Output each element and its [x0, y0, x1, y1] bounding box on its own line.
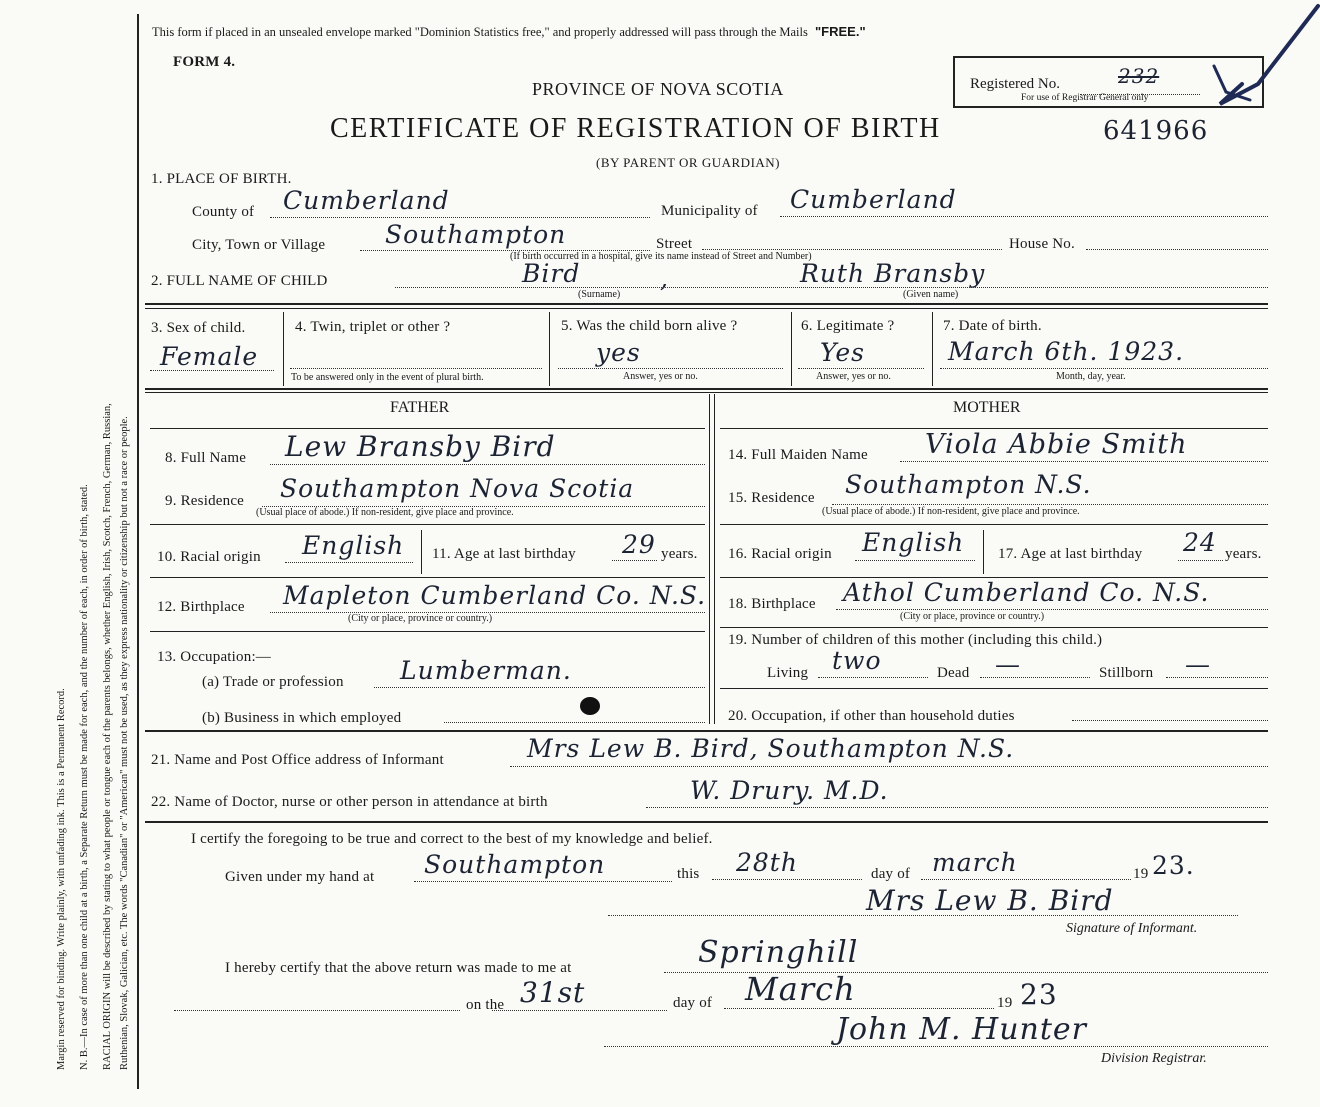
mother-racial-label: 16. Racial origin: [728, 546, 832, 562]
occupation-label: 13. Occupation:—: [157, 649, 272, 665]
house-label: House No.: [1009, 236, 1075, 252]
mother-abode-note: (Usual place of abode.) If non-resident, give place and province.: [822, 506, 1080, 517]
legitimate-value: Yes: [820, 338, 865, 367]
divider: [145, 303, 1268, 305]
street-label: Street: [656, 236, 693, 252]
mother-birthplace-label: 18. Birthplace: [728, 596, 816, 612]
father-name-label: 8. Full Name: [165, 450, 247, 466]
postal-notice-text: This form if placed in an unsealed envelope marked "Dominion Statistics free," and properly addressed will pass through the Mails: [152, 25, 808, 39]
on-the-label: on the: [466, 997, 505, 1013]
trade-label: (a) Trade or profession: [202, 674, 344, 690]
informant-signature-caption: Signature of Informant.: [1066, 921, 1198, 936]
county-value: Cumberland: [283, 186, 450, 215]
place-of-birth-heading: 1. PLACE OF BIRTH.: [151, 171, 292, 187]
registered-label: Registered No.: [970, 76, 1060, 92]
mother-residence-label: 15. Residence: [728, 490, 815, 506]
check-mark-icon: [1180, 0, 1320, 140]
father-abode-note: (Usual place of abode.) If non-resident, give place and province.: [256, 507, 514, 518]
twin-label: 4. Twin, triplet or other ?: [295, 319, 451, 335]
stillborn-label: Stillborn: [1099, 665, 1154, 681]
child-name-comma: ,: [660, 264, 669, 293]
doctor-label: 22. Name of Doctor, nurse or other person in attendance at birth: [151, 794, 548, 810]
trade-value: Lumberman.: [400, 656, 572, 685]
given-month: march: [932, 848, 1018, 877]
father-birthplace-label: 12. Birthplace: [157, 599, 245, 615]
father-birthplace-value: Mapleton Cumberland Co. N.S.: [283, 581, 707, 610]
father-name-value: Lew Bransby Bird: [285, 430, 556, 463]
twin-note: To be answered only in the event of plural birth.: [291, 372, 484, 383]
registered-value: 232: [1118, 64, 1160, 88]
ink-blot: [580, 697, 600, 715]
registrar-caption: Division Registrar.: [1101, 1051, 1207, 1066]
mother-racial-value: English: [862, 528, 965, 557]
certificate-title: CERTIFICATE OF REGISTRATION OF BIRTH: [330, 113, 941, 144]
alive-value: yes: [596, 338, 641, 367]
mother-age-label: 17. Age at last birthday: [998, 546, 1143, 562]
province-title: PROVINCE OF NOVA SCOTIA: [532, 79, 784, 99]
father-age-label: 11. Age at last birthday: [432, 546, 576, 562]
living-label: Living: [767, 665, 809, 681]
mother-birthplace-note: (City or place, province or country.): [900, 611, 1045, 622]
registrar-month: March: [745, 970, 856, 1008]
registrar-year: 23: [1020, 978, 1058, 1011]
mother-occupation-label: 20. Occupation, if other than household duties: [728, 708, 1015, 724]
father-birthplace-note: (City or place, province or country.): [348, 613, 493, 624]
city-label: City, Town or Village: [192, 237, 326, 253]
child-given-name: Ruth Bransby: [800, 259, 986, 288]
father-residence-value: Southampton Nova Scotia: [280, 474, 635, 503]
registrar-note: For use of Registrar General only: [1021, 93, 1149, 103]
given-year-prefix: 19: [1133, 866, 1149, 882]
sex-label: 3. Sex of child.: [151, 320, 246, 336]
surname-caption: (Surname): [578, 289, 621, 300]
registrar-signature: John M. Hunter: [836, 1012, 1088, 1047]
informant-label: 21. Name and Post Office address of Informant: [151, 752, 444, 768]
free-text: "FREE.": [815, 24, 866, 39]
day-of-label: day of: [871, 866, 911, 882]
father-years: years.: [661, 546, 698, 562]
county-label: County of: [192, 204, 255, 220]
business-label: (b) Business in which employed: [202, 710, 402, 726]
dob-label: 7. Date of birth.: [943, 318, 1042, 334]
informant-value: Mrs Lew B. Bird, Southampton N.S.: [527, 734, 1015, 763]
reg-year-prefix: 19: [997, 995, 1013, 1011]
registrar-statement: I hereby certify that the above return was made to me at: [225, 960, 572, 976]
certificate-subtitle: (BY PARENT OR GUARDIAN): [596, 155, 781, 170]
registrar-place: Springhill: [698, 935, 859, 970]
margin-text-3: RACIAL ORIGIN will be described by stating to what people or tongue each of the parents belongs, whether English, Irish, Scotch, French, German, Russian,: [102, 403, 113, 1070]
legitimate-note: Answer, yes or no.: [816, 371, 891, 382]
mother-years: years.: [1225, 546, 1262, 562]
alive-note: Answer, yes or no.: [623, 371, 698, 382]
living-value: two: [832, 646, 882, 675]
mother-name-value: Viola Abbie Smith: [925, 429, 1188, 460]
city-value: Southampton: [385, 220, 567, 249]
dob-value: March 6th. 1923.: [948, 337, 1185, 366]
dead-label: Dead: [937, 665, 970, 681]
mother-age-value: 24: [1183, 528, 1217, 557]
father-racial-label: 10. Racial origin: [157, 549, 261, 565]
reg-day-of-label: day of: [673, 995, 713, 1011]
given-day: 28th: [736, 848, 798, 877]
mother-birthplace-value: Athol Cumberland Co. N.S.: [843, 578, 1210, 607]
stillborn-value: —: [1185, 650, 1211, 679]
certify-statement: I certify the foregoing to be true and correct to the best of my knowledge and belief.: [191, 831, 713, 847]
sex-value: Female: [160, 342, 259, 371]
mother-heading: MOTHER: [953, 399, 1021, 416]
father-heading: FATHER: [390, 399, 450, 416]
legitimate-label: 6. Legitimate ?: [801, 318, 895, 334]
municipality-label: Municipality of: [661, 203, 758, 219]
postal-notice: [152, 24, 866, 40]
child-name-label: 2. FULL NAME OF CHILD: [151, 273, 328, 289]
margin-text-4: Ruthenian, Slovak, Galician, etc. The words "Canadian" or "American" must not be used, as they express nationality or citizenship but not a race or people.: [119, 416, 130, 1070]
mother-name-label: 14. Full Maiden Name: [728, 447, 868, 463]
given-year: 23.: [1152, 851, 1195, 880]
child-surname: Bird: [522, 259, 581, 288]
dead-value: —: [995, 650, 1021, 679]
father-racial-value: English: [302, 531, 405, 560]
handwritten-reg-number: 641966: [1103, 116, 1209, 146]
this-label: this: [677, 866, 700, 882]
father-age-value: 29: [622, 530, 656, 559]
given-under-label: Given under my hand at: [225, 869, 375, 885]
margin-text-2: N. B.—In case of more than one child at a birth, a Separate Return must be made for each, and the number of each, in order of birth, stated.: [79, 484, 90, 1070]
given-caption: (Given name): [903, 289, 959, 300]
margin-text-1: Margin reserved for binding. Write plainly, with unfading ink. This is a Permanent Record.: [56, 688, 67, 1070]
dob-note: Month, day, year.: [1056, 371, 1126, 382]
registrar-day: 31st: [520, 976, 586, 1009]
form-number: FORM 4.: [173, 54, 236, 70]
alive-label: 5. Was the child born alive ?: [561, 318, 738, 334]
children-count-label: 19. Number of children of this mother (including this child.): [728, 632, 1103, 648]
given-place: Southampton: [424, 850, 606, 879]
hospital-note: (If birth occurred in a hospital, give its name instead of Street and Number): [510, 251, 812, 262]
municipality-value: Cumberland: [790, 185, 957, 214]
doctor-value: W. Drury. M.D.: [690, 776, 889, 805]
mother-residence-value: Southampton N.S.: [845, 470, 1092, 499]
father-residence-label: 9. Residence: [165, 493, 245, 509]
margin-divider: [137, 14, 139, 1089]
informant-signature: Mrs Lew B. Bird: [866, 884, 1114, 917]
